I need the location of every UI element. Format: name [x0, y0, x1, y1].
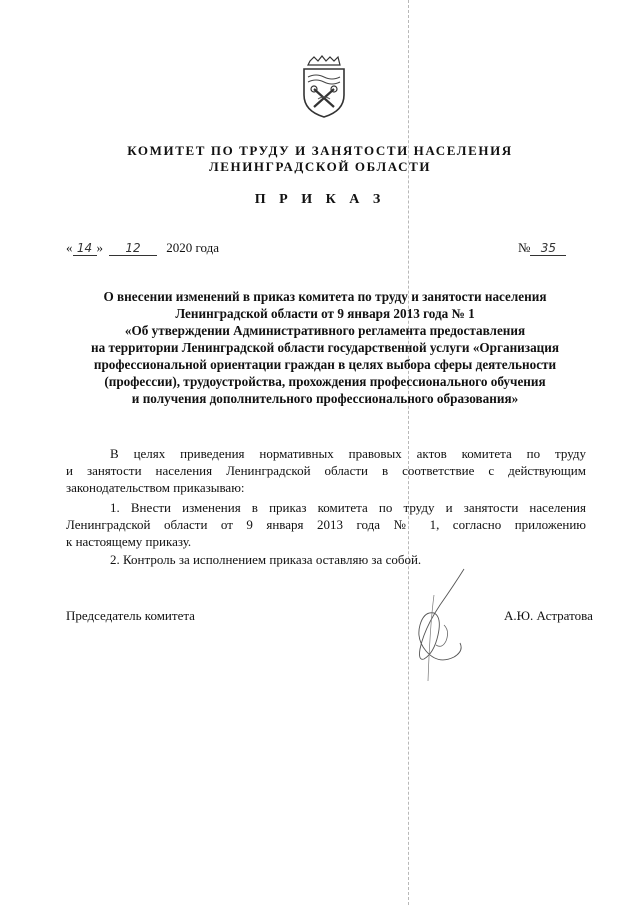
body-item-1-line: Ленинградской области от 9 января 2013 года № 1, согласно приложению	[66, 517, 586, 532]
heading-line: О внесении изменений в приказ комитета по труду и занятости населения	[103, 289, 547, 304]
body-paragraph-line: законодательством приказываю:	[66, 480, 245, 495]
heading-line: на территории Ленинградской области государственной услуги «Организация	[90, 340, 560, 355]
order-number	[518, 240, 566, 256]
heading-line: и получения дополнительного профессионального образования»	[131, 391, 519, 406]
body-paragraph-line: и занятости населения Ленинградской области в соответствие с действующим	[66, 463, 586, 478]
heading-line: профессиональной ориентации граждан в целях выбора сферы деятельности	[93, 357, 557, 372]
body-item-1-line: 1. Внести изменения в приказ комитета по труду и занятости населения	[110, 500, 586, 515]
order-date	[66, 240, 219, 256]
signer-name: А.Ю. Астратова	[504, 608, 593, 623]
number-value-handwritten: 35	[530, 242, 566, 256]
heading-line: Ленинградской области от 9 января 2013 года № 1	[175, 306, 475, 321]
body-paragraph-line: В целях приведения нормативных правовых актов комитета по труду	[110, 446, 586, 461]
number-prefix: №	[518, 240, 531, 255]
handwritten-signature	[394, 565, 484, 685]
coat-of-arms-emblem	[300, 55, 348, 119]
signer-position: Председатель комитета	[66, 608, 195, 623]
date-day-handwritten: 14	[73, 242, 97, 256]
body-item-2-line: 2. Контроль за исполнением приказа оставляю за собой.	[110, 552, 422, 567]
committee-name-line1: КОМИТЕТ ПО ТРУДУ И ЗАНЯТОСТИ НАСЕЛЕНИЯ	[127, 143, 513, 158]
document-type-title: П Р И К А З	[254, 192, 386, 207]
date-close-quote: »	[96, 240, 103, 255]
date-month-handwritten: 12	[109, 242, 157, 256]
committee-name-line2: ЛЕНИНГРАДСКОЙ ОБЛАСТИ	[208, 159, 432, 174]
body-item-1-line: к настоящему приказу.	[66, 534, 192, 549]
date-year: 2020 года	[166, 240, 220, 255]
heading-line: «Об утверждении Административного регламента предоставления	[124, 323, 526, 338]
date-open-quote: «	[66, 240, 73, 255]
heading-line: (профессии), трудоустройства, прохождения профессионального обучения	[104, 374, 546, 389]
